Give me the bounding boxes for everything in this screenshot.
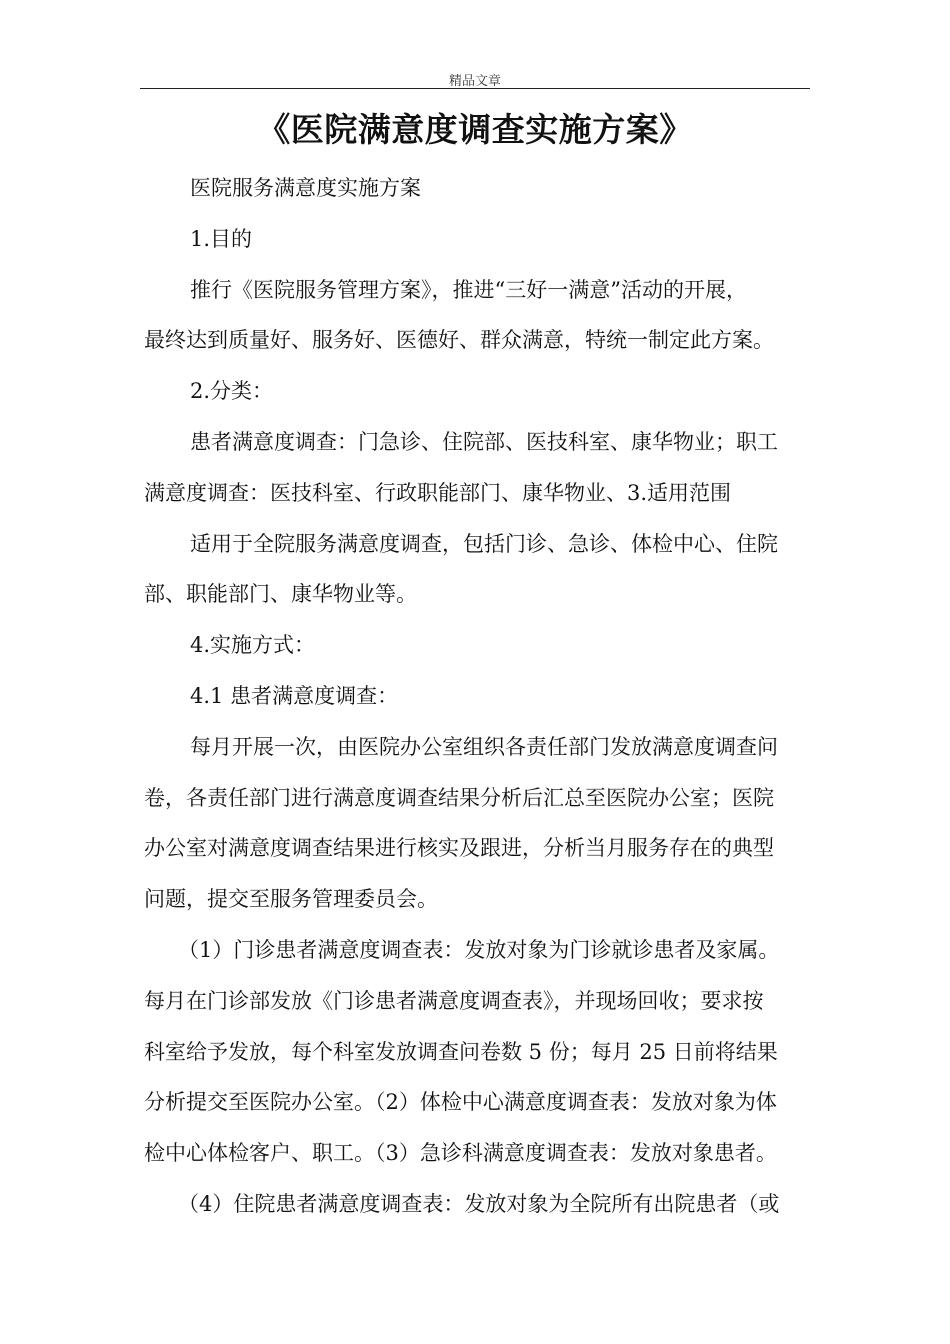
section-heading-implementation: 4.实施方式： xyxy=(190,633,316,658)
paragraph-line: 卷，各责任部门进行满意度调查结果分析后汇总至医院办公室；医院 xyxy=(144,785,774,810)
paragraph-line: 问题，提交至服务管理委员会。 xyxy=(144,887,438,912)
paragraph-line: 患者满意度调查：门急诊、住院部、医技科室、康华物业；职工 xyxy=(190,429,778,454)
section-heading-purpose: 1.目的 xyxy=(190,226,253,251)
paragraph-line: 科室给予发放，每个科室发放调查问卷数 5 份；每月 25 日前将结果 xyxy=(144,1039,778,1064)
paragraph-line: （4）住院患者满意度调查表：发放对象为全院所有出院患者（或 xyxy=(178,1191,780,1216)
paragraph-line: 满意度调查：医技科室、行政职能部门、康华物业、3.适用范围 xyxy=(144,480,732,505)
paragraph-line: 办公室对满意度调查结果进行核实及跟进，分析当月服务存在的典型 xyxy=(144,836,774,861)
paragraph-line: 每月在门诊部发放《门诊患者满意度调查表》，并现场回收；要求按 xyxy=(144,988,764,1013)
paragraph-line: 每月开展一次，由医院办公室组织各责任部门发放满意度调查问 xyxy=(190,734,778,759)
subsection-heading-patient-survey: 4.1 患者满意度调查： xyxy=(190,683,399,708)
document-body xyxy=(144,163,808,1230)
subtitle-line: 医院服务满意度实施方案 xyxy=(190,176,421,200)
document-title: 《医院满意度调查实施方案》 xyxy=(257,110,693,149)
section-heading-classification: 2.分类： xyxy=(190,379,274,404)
header-divider xyxy=(140,88,810,89)
paragraph-line: 最终达到质量好、服务好、医德好、群众满意，特统一制定此方案。 xyxy=(144,328,774,353)
paragraph-line: （1）门诊患者满意度调查表：发放对象为门诊就诊患者及家属。 xyxy=(178,937,780,962)
page-header-label: 精品文章 xyxy=(448,74,501,89)
paragraph-line: 部、职能部门、康华物业等。 xyxy=(144,582,417,607)
paragraph-line: 适用于全院服务满意度调查，包括门诊、急诊、体检中心、住院 xyxy=(190,531,778,556)
paragraph-line: 检中心体检客户、职工。（3）急诊科满意度调查表：发放对象患者。 xyxy=(144,1141,777,1166)
paragraph-line: 推行《医院服务管理方案》，推进“三好一满意”活动的开展， xyxy=(190,277,747,302)
paragraph-line: 分析提交至医院办公室。（2）体检中心满意度调查表：发放对象为体 xyxy=(144,1090,777,1115)
